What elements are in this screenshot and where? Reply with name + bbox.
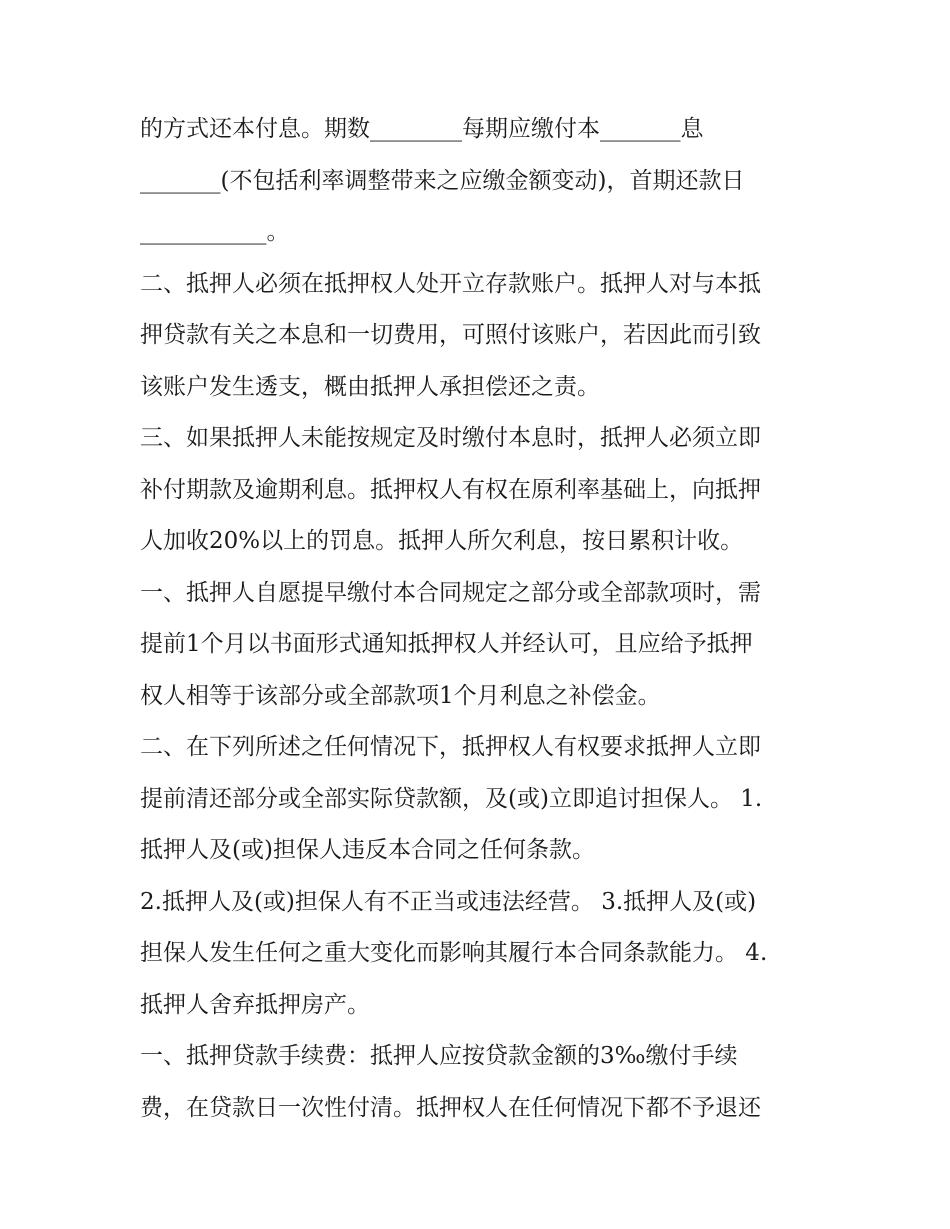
text-line: 一、抵押贷款手续费：抵押人应按贷款金额的3‰缴付手续 — [140, 1043, 738, 1069]
text-line: 该账户发生透支，概由抵押人承担偿还之责。 — [140, 373, 600, 400]
text-line: 补付期款及逾期利息。抵押权人有权在原利率基础上，向抵押 — [140, 476, 761, 503]
text-line: 押贷款有关之本息和一切费用，可照付该账户，若因此而引致 — [140, 322, 761, 348]
text-line: 担保人发生任何之重大变化而影响其履行本合同条款能力。 4. — [140, 940, 768, 966]
text-line: 权人相等于该部分或全部款项1个月利息之补偿金。 — [140, 682, 661, 709]
text-line: ___________。 — [140, 219, 290, 245]
text-line: _______(不包括利率调整带来之应缴金额变动)，首期还款日 — [140, 167, 745, 194]
text-line: 二、抵押人必须在抵押权人处开立存款账户。抵押人对与本抵 — [140, 270, 761, 297]
text-line: 二、在下列所述之任何情况下，抵押权人有权要求抵押人立即 — [140, 734, 761, 760]
text-line: 抵押人及(或)担保人违反本合同之任何条款。 — [140, 837, 595, 863]
text-line: 提前1个月以书面形式通知抵押权人并经认可，且应给予抵押 — [140, 631, 753, 657]
text-line: 人加收20%以上的罚息。抵押人所欠利息，按日累积计收。 — [140, 528, 744, 554]
text-line: 抵押人舍弃抵押房产。 — [140, 991, 370, 1018]
text-line: 的方式还本付息。期数________每期应缴付本_______息 — [140, 116, 704, 142]
text-line: 三、如果抵押人未能按规定及时缴付本息时，抵押人必须立即 — [140, 425, 761, 451]
text-line: 提前清还部分或全部实际贷款额，及(或)立即追讨担保人。 1. — [140, 785, 763, 812]
text-line: 一、抵押人自愿提早缴付本合同规定之部分或全部款项时，需 — [140, 579, 761, 606]
text-line: 2.抵押人及(或)担保人有不正当或违法经营。 3.抵押人及(或) — [140, 888, 757, 915]
text-line: 费，在贷款日一次性付清。抵押权人在任何情况下都不予退还 — [140, 1094, 761, 1121]
contract-text — [140, 104, 820, 1134]
